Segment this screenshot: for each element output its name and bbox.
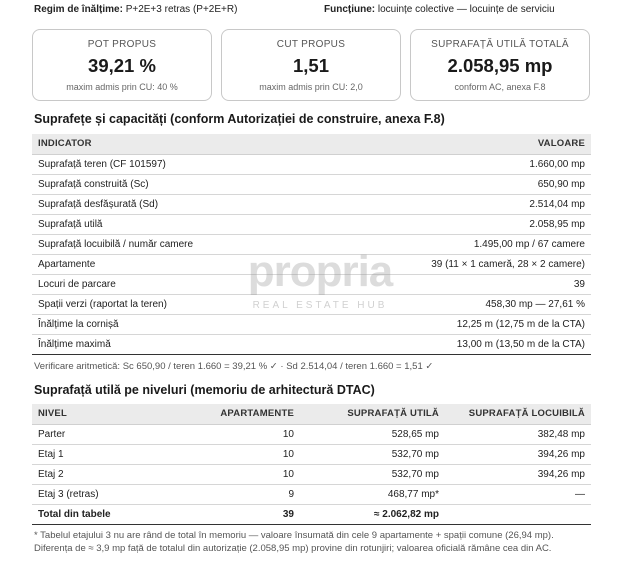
surfaces-table (32, 134, 591, 355)
watermark-subtitle: REAL ESTATE HUB (252, 300, 388, 311)
indicator-cell: Suprafață utilă (32, 214, 313, 234)
apartments-cell: 10 (182, 424, 300, 444)
indicator-cell: Suprafață locuibilă / număr camere (32, 234, 313, 254)
column-header-level: NIVEL (32, 404, 182, 424)
column-header-living-area: SUPRAFAȚĂ LOCUIBILĂ (445, 404, 591, 424)
function-info (324, 4, 555, 15)
indicator-cell: Înălțime maximă (32, 334, 313, 354)
table-row (32, 464, 591, 484)
indicator-cell: Înălțime la cornișă (32, 314, 313, 334)
table-row (32, 234, 591, 254)
column-header-useful-area: SUPRAFAȚĂ UTILĂ (300, 404, 445, 424)
table-row (32, 334, 591, 354)
card-value: 39,21 % (88, 55, 156, 76)
table-row (32, 424, 591, 444)
table-row (32, 214, 591, 234)
watermark-logo: propria (247, 247, 393, 296)
card-note: maxim admis prin CU: 2,0 (259, 82, 363, 92)
card-useful-area (410, 29, 590, 101)
indicator-cell: Suprafață construită (Sc) (32, 174, 313, 194)
indicator-cell: Suprafață teren (CF 101597) (32, 154, 313, 174)
value-cell: 650,90 mp (313, 174, 591, 194)
value-cell: 12,25 m (12,75 m de la CTA) (313, 314, 591, 334)
table-header-row (32, 134, 591, 154)
table-row (32, 444, 591, 464)
table-row (32, 194, 591, 214)
apartments-cell: 10 (182, 444, 300, 464)
column-header-apartments: APARTAMENTE (182, 404, 300, 424)
living-area-cell: 382,48 mp (445, 424, 591, 444)
header-line (34, 4, 603, 18)
total-label-cell: Total din tabele (32, 504, 182, 524)
section-title-levels: Suprafață utilă pe niveluri (memoriu de arhitectură DTAC) (34, 383, 375, 397)
level-cell: Etaj 1 (32, 444, 182, 464)
living-area-cell: 394,26 mp (445, 464, 591, 484)
value-cell: 1.495,00 mp / 67 camere (313, 234, 591, 254)
value-cell: 39 (11 × 1 cameră, 28 × 2 camere) (313, 254, 591, 274)
levels-table (32, 404, 591, 525)
useful-area-cell: 532,70 mp (300, 444, 445, 464)
useful-area-cell: 532,70 mp (300, 464, 445, 484)
card-note: maxim admis prin CU: 40 % (66, 82, 178, 92)
table-row (32, 174, 591, 194)
card-value: 1,51 (292, 55, 329, 76)
value-cell: 39 (313, 274, 591, 294)
level-cell: Etaj 3 (retras) (32, 484, 182, 504)
card-label: SUPRAFAȚĂ UTILĂ TOTALĂ (431, 39, 569, 50)
indicator-cell: Locuri de parcare (32, 274, 313, 294)
useful-area-cell: 468,77 mp* (300, 484, 445, 504)
indicator-cell: Apartamente (32, 254, 313, 274)
table-row (32, 314, 591, 334)
table-row (32, 294, 591, 314)
function-label: Funcțiune: (324, 4, 376, 15)
useful-area-cell: 528,65 mp (300, 424, 445, 444)
regime-info (34, 4, 237, 15)
living-area-cell: — (445, 484, 591, 504)
indicator-cell: Suprafață desfășurată (Sd) (32, 194, 313, 214)
level-cell: Parter (32, 424, 182, 444)
total-living-area-cell (445, 504, 591, 524)
table-row (32, 484, 591, 504)
table-row (32, 274, 591, 294)
level-cell: Etaj 2 (32, 464, 182, 484)
living-area-cell: 394,26 mp (445, 444, 591, 464)
column-header-indicator: INDICATOR (32, 134, 313, 154)
indicator-cell: Spații verzi (raportat la teren) (32, 294, 313, 314)
summary-cards (32, 29, 592, 101)
value-cell: 458,30 mp — 27,61 % (313, 294, 591, 314)
value-cell: 2.514,04 mp (313, 194, 591, 214)
card-cut (221, 29, 401, 101)
function-value: locuințe colective — locuințe de serviciu (377, 4, 555, 15)
card-label: CUT PROPUS (276, 39, 346, 50)
value-cell: 13,00 m (13,50 m de la CTA) (313, 334, 591, 354)
table-row (32, 254, 591, 274)
total-apartments-cell: 39 (182, 504, 300, 524)
column-header-value: VALOARE (313, 134, 591, 154)
regime-label: Regim de înălțime: (34, 4, 123, 15)
total-useful-area-cell: ≈ 2.062,82 mp (300, 504, 445, 524)
value-cell: 2.058,95 mp (313, 214, 591, 234)
card-note: conform AC, anexa F.8 (454, 82, 546, 92)
value-cell: 1.660,00 mp (313, 154, 591, 174)
total-row (32, 504, 591, 524)
regime-value: P+2E+3 retras (P+2E+R) (125, 4, 238, 15)
footnote: * Tabelul etajului 3 nu are rând de total în memoriu — valoare însumată din cele 9 apartamente + spații comune (26,94 mp). Diferența de ≈ 3,9 mp față de totalul din autorizație (2.058,95 mp) provine din rotunjiri; valoarea oficială rămâne cea din AC. (34, 530, 554, 554)
card-value: 2.058,95 mp (447, 55, 553, 76)
table-row (32, 154, 591, 174)
apartments-cell: 9 (182, 484, 300, 504)
card-pot (32, 29, 212, 101)
card-label: POT PROPUS (87, 39, 157, 50)
apartments-cell: 10 (182, 464, 300, 484)
section-title-surfaces: Suprafețe și capacități (conform Autorizației de construire, anexa F.8) (34, 112, 445, 126)
table-header-row (32, 404, 591, 424)
arithmetic-check-note: Verificare aritmetică: Sc 650,90 / teren 1.660 = 39,21 % ✓ · Sd 2.514,04 / teren 1.660 = 1,51 ✓ (34, 361, 434, 372)
